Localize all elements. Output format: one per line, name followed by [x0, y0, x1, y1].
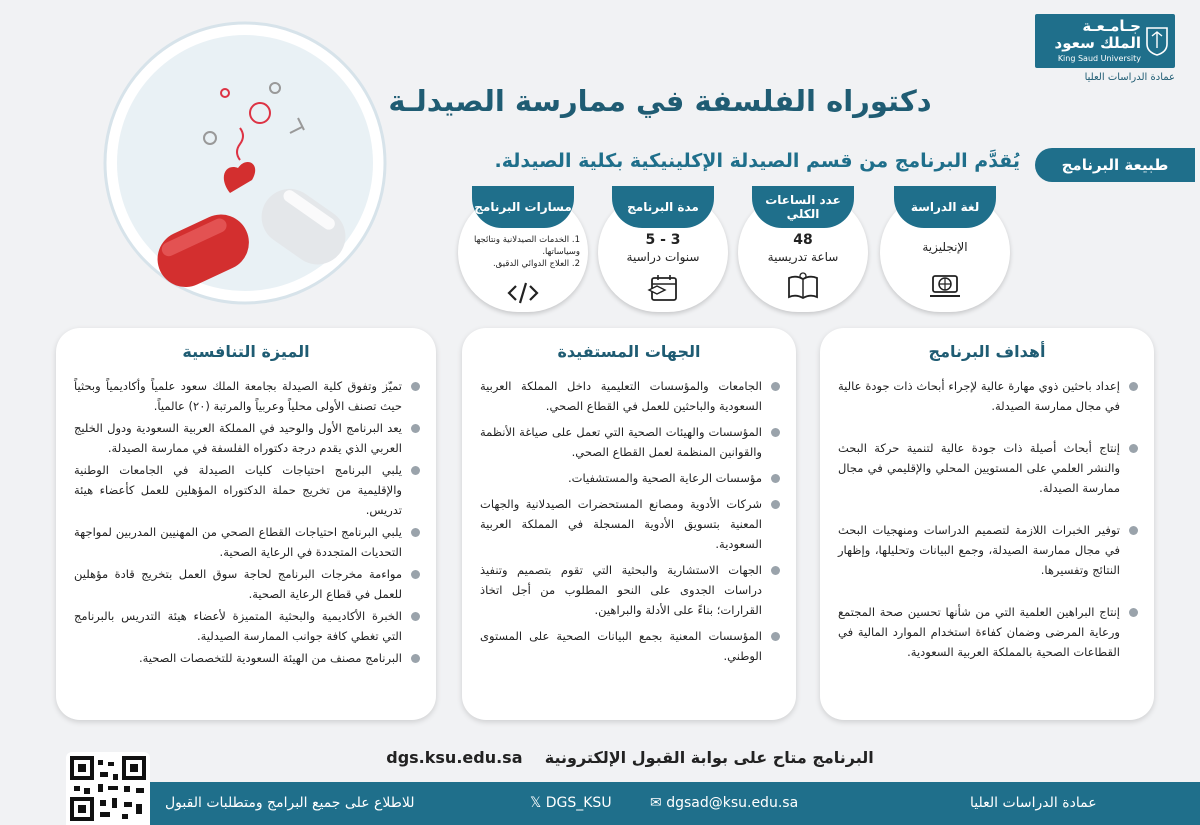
list-item: مواءمة مخرجات البرنامج لحاجة سوق العمل بتخريج قادة مؤهلين للعمل في قطاع الرعاية الصحية.	[74, 564, 420, 604]
list-item: إنتاج البراهين العلمية التي من شأنها تحسين صحة المجتمع ورعاية المرضى وضمان كفاءة استخدام الموارد المالية في القطاعات الصحية بالمملكة العربية السعودية.	[838, 602, 1138, 662]
program-goals-card	[820, 328, 1154, 720]
program-nature-text: يُقدَّم البرنامج من قسم الصيدلة الإكلينيكية بكلية الصيدلة.	[494, 150, 1020, 172]
list-item: يعد البرنامج الأول والوحيد في المملكة العربية السعودية ودول الخليج العربي الذي يقدم درجة دكتوراه الفلسفة في ممارسة الصيدلة.	[74, 418, 420, 458]
beneficiaries-list	[480, 376, 780, 672]
list-item: شركات الأدوية ومصانع المستحضرات الصيدلانية والجهات المعنية بتسويق الأدوية المسجلة في المملكة العربية السعودية.	[480, 494, 780, 554]
footer-deanship: عمادة الدراسات العليا	[970, 795, 1097, 811]
pill-illustration	[100, 18, 390, 308]
program-tracks-circle: مسارات البرنامج 1. الخدمات الصيدلانية ونتائجها وسياساتها. 2. العلاج الدوائي الدقيق.	[458, 192, 588, 312]
advantage-title: الميزة التنافسية	[182, 342, 310, 361]
email-icon: ✉	[650, 795, 667, 811]
list-item: يلبي البرنامج احتياجات كليات الصيدلة في الجامعات الوطنية والإقليمية من تخريج حملة الدكتوراه المؤهلين للعمل كأعضاء هيئة تدريس.	[74, 460, 420, 520]
all-programs-note: للاطلاع على جميع البرامج ومتطلبات القبول	[165, 795, 415, 811]
ksu-logo	[1035, 14, 1175, 68]
track-item: 1. الخدمات الصيدلانية ونتائجها وسياساتها.	[474, 235, 580, 257]
page-title: دكتوراه الفلسفة في ممارسة الصيدلـة	[388, 84, 932, 118]
list-item: يلبي البرنامج احتياجات القطاع الصحي من المهنيين المدربين لمواجهة التحديات المتجددة في الرعاية الصحية.	[74, 522, 420, 562]
code-icon	[506, 276, 540, 310]
total-hours-circle: عدد الساعات الكلي 48 ساعة تدريسية	[738, 192, 868, 312]
beneficiaries-title: الجهات المستفيدة	[557, 342, 701, 361]
total-hours-value: 48	[793, 232, 813, 248]
list-item: الجهات الاستشارية والبحثية التي تقوم بتصميم وتنفيذ دراسات الجدوى على النحو المطلوب من أجل اتخاذ القرارات؛ بناءً على الأدلة والبراهين.	[480, 560, 780, 620]
crest-icon	[1145, 26, 1169, 56]
goals-list	[838, 376, 1138, 668]
competitive-advantage-card	[56, 328, 436, 720]
logo-deanship: عمادة الدراسات العليا	[1084, 72, 1175, 83]
program-nature-label: طبيعة البرنامج	[1035, 148, 1195, 182]
x-icon: 𝕏	[530, 795, 546, 811]
list-item: الجامعات والمؤسسات التعليمية داخل المملكة العربية السعودية والباحثين للعمل في القطاع الصحي.	[480, 376, 780, 416]
list-item: البرنامج مصنف من الهيئة السعودية للتخصصات الصحية.	[74, 648, 420, 668]
list-item: الخبرة الأكاديمية والبحثية المتميزة لأعضاء هيئة التدريس بالبرنامج التي تغطي كافة جوانب الممارسة الصيدلية.	[74, 606, 420, 646]
admission-portal-note	[380, 748, 880, 767]
track-item: 2. العلاج الدوائي الدقيق.	[492, 259, 580, 269]
globe-laptop-icon	[928, 270, 962, 304]
beneficiaries-card	[462, 328, 796, 720]
footer-bar	[150, 782, 1200, 825]
qr-code[interactable]	[66, 752, 150, 825]
study-language-circle: لغة الدراسة الإنجليزية	[880, 192, 1010, 312]
list-item: تميّز وتفوق كلية الصيدلة بجامعة الملك سعود علمياً وأكاديمياً وبحثياً حيث تصنف الأولى محلياً وعربياً والمرتبة (٢٠) عالمياً.	[74, 376, 420, 416]
list-item: مؤسسات الرعاية الصحية والمستشفيات.	[480, 468, 780, 488]
study-language-value: الإنجليزية	[922, 240, 968, 254]
list-item: إنتاج أبحاث أصيلة ذات جودة عالية لتنمية حركة البحث والنشر العلمي على المستويين المحلي والإقليمي في مجال ممارسة الصيدلة.	[838, 438, 1138, 498]
graduation-calendar-icon	[646, 270, 680, 304]
goals-title: أهداف البرنامج	[928, 342, 1046, 361]
portal-url[interactable]: dgs.ksu.edu.sa	[386, 748, 523, 767]
logo-arabic: جـامـعـة الملك سعود	[1054, 17, 1141, 52]
list-item: إعداد باحثين ذوي مهارة عالية لإجراء أبحاث ذات جودة عالية في مجال ممارسة الصيدلة.	[838, 376, 1138, 416]
list-item: توفير الخبرات اللازمة لتصميم الدراسات ومنهجيات البحث في مجال ممارسة الصيدلة، وجمع البيانات وتحليلها، وإظهار النتائج وتفسيرها.	[838, 520, 1138, 580]
portal-text: البرنامج متاح على بوابة القبول الإلكترونية	[544, 748, 874, 767]
open-book-icon	[786, 270, 820, 304]
advantage-list	[74, 376, 420, 670]
program-duration-value: 3 - 5	[645, 232, 681, 248]
program-duration-unit: سنوات دراسية	[626, 250, 700, 264]
program-tracks-list	[466, 234, 580, 270]
list-item: المؤسسات والهيئات الصحية التي تعمل على صياغة الأنظمة والقوانين المنظمة لعمل القطاع الصحي.	[480, 422, 780, 462]
twitter-link[interactable]: 𝕏 DGS_KSU	[530, 795, 612, 811]
list-item: المؤسسات المعنية بجمع البيانات الصحية على المستوى الوطني.	[480, 626, 780, 666]
total-hours-unit: ساعة تدريسية	[767, 250, 839, 264]
logo-english: King Saud University	[1057, 54, 1141, 63]
program-duration-circle: مدة البرنامج 3 - 5 سنوات دراسية	[598, 192, 728, 312]
email-link[interactable]: ✉ dgsad@ksu.edu.sa	[650, 795, 799, 811]
